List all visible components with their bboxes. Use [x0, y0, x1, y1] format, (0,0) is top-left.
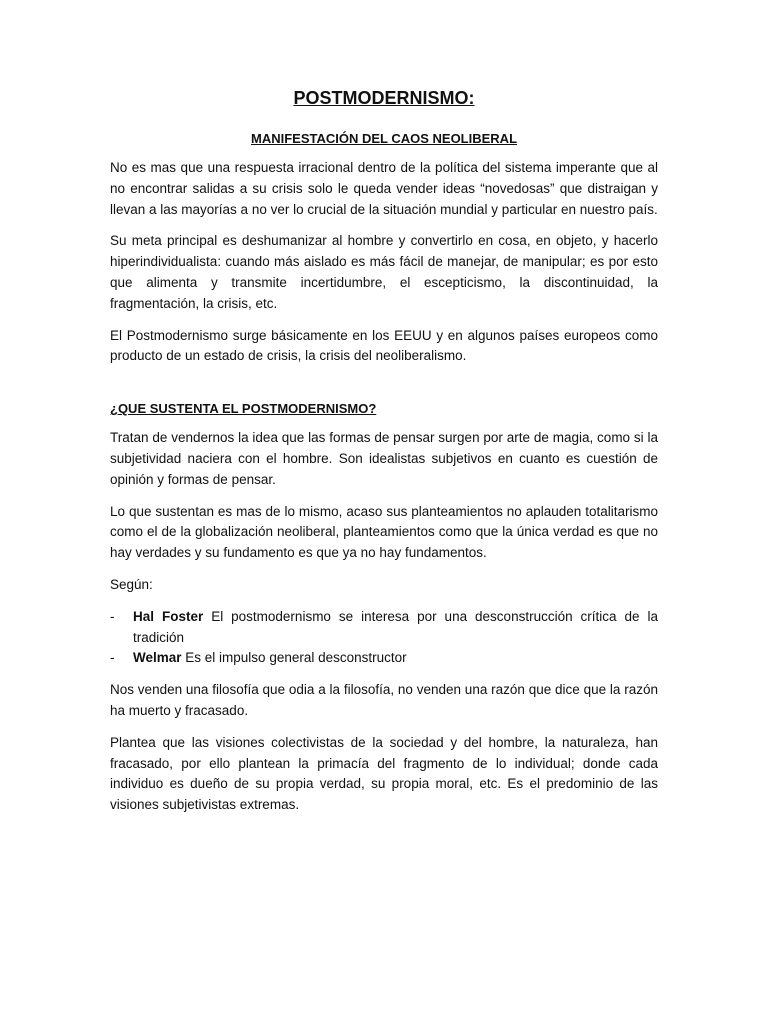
document-title: POSTMODERNISMO: [293, 88, 475, 108]
paragraph: Plantea que las visiones colectivistas de la sociedad y del hombre, la naturaleza, han fracasado, por ello plantean la primacía del fragmento de lo individual; donde cada individuo es dueño de su propia verdad, su propia moral, etc. Es el predominio de las visiones subjetivistas extremas. [110, 734, 658, 813]
list-item-text: El postmodernismo se interesa por una desconstrucción crítica de la tradición [133, 608, 658, 645]
paragraph: No es mas que una respuesta irracional dentro de la política del sistema imperante que al no encontrar salidas a su crisis solo le queda vender ideas “novedosas” que distraigan y llevan a las mayorías a no ver lo crucial de la situación mundial y particular en nuestro país. [110, 160, 658, 217]
list-item [110, 648, 658, 669]
paragraph: Su meta principal es deshumanizar al hombre y convertirlo en cosa, en objeto, y hacerlo hiperindividualista: cuando más aislado es más fácil de manejar, de manipular; es por esto que alimenta y transmite incertidumbre, el escepticismo, la discontinuidad, la fragmentación, la crisis, etc. [110, 233, 658, 311]
section-heading: ¿QUE SUSTENTA EL POSTMODERNISMO? [110, 401, 377, 417]
paragraph: Nos venden una filosofía que odia a la filosofía, no venden una razón que dice que la razón ha muerto y fracasado. [110, 682, 658, 718]
author-name: Welmar [133, 650, 182, 666]
list-item-text: Es el impulso general desconstructor [181, 650, 407, 666]
paragraph: El Postmodernismo surge básicamente en los EEUU y en algunos países europeos como producto de un estado de crisis, la crisis del neoliberalismo. [110, 327, 658, 364]
list-dash: - [110, 650, 115, 666]
list-item [110, 607, 658, 649]
paragraph: Tratan de vendernos la idea que las formas de pensar surgen por arte de magia, como si la subjetividad naciera con el hombre. Son idealistas subjetivos en cuanto es cuestión de opinión y formas de pensar. [110, 430, 658, 487]
document-subtitle: MANIFESTACIÓN DEL CAOS NEOLIBERAL [250, 131, 518, 146]
author-list [110, 607, 658, 669]
list-dash: - [110, 608, 115, 624]
author-name: Hal Foster [133, 608, 204, 624]
paragraph: Lo que sustentan es mas de lo mismo, acaso sus planteamientos no aplauden totalitarismo como el de la globalización neoliberal, planteamientos como que la única verdad es que no hay verdades y su fundamento es que ya no hay fundamentos. [110, 503, 658, 561]
paragraph: Según: [110, 576, 153, 592]
